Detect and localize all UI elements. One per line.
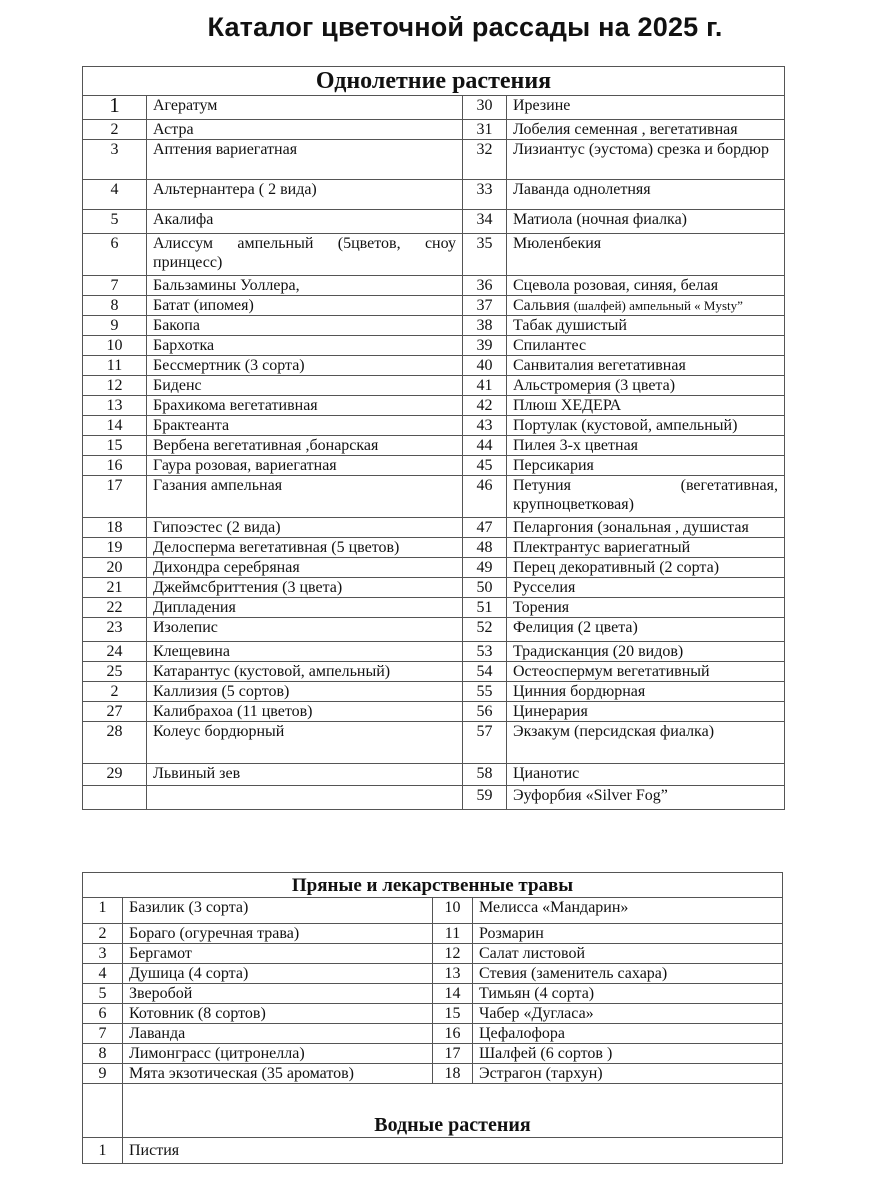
plant-name-text: Русселия [513,579,576,596]
row-number: 8 [83,1044,123,1064]
plant-name [507,682,785,702]
row-number: 17 [83,476,147,518]
row-number: 6 [83,234,147,276]
plant-name [507,764,785,786]
table-row [83,618,785,642]
plant-name [507,276,785,296]
plant-name [507,396,785,416]
table-row [83,96,785,120]
table-row [83,416,785,436]
plant-name [507,140,785,180]
plant-name: Клещевина [147,642,463,662]
plant-name-text: Остеоспермум вегетативный [513,663,710,680]
plant-name: Гаура розовая, вариегатная [147,456,463,476]
plant-name [147,786,463,810]
plant-name-text: Петуния (вегетативная, крупноцветковая) [513,477,778,513]
herb-name: Стевия (заменитель сахара) [473,964,783,984]
row-number: 45 [463,456,507,476]
plant-name-text: Портулак (кустовой, ампельный) [513,417,738,434]
plant-name-text: Цинерария [513,703,588,720]
row-number: 14 [83,416,147,436]
herb-name: Тимьян (4 сорта) [473,984,783,1004]
table-row [83,558,785,578]
plant-name-text: Ирезине [513,97,571,114]
plant-name [507,642,785,662]
plant-name: Газания ампельная [147,476,463,518]
plant-name: Аптения вариегатная [147,140,463,180]
row-number: 17 [433,1044,473,1064]
herbs-heading: Пряные и лекарственные травы [83,873,783,898]
table-row [83,538,785,558]
row-number: 57 [463,722,507,764]
table-row [83,518,785,538]
row-number: 30 [463,96,507,120]
plant-name-text: Лизиантус (эустома) срезка и бордюр [513,141,769,158]
plant-name: Алиссум ампельный (5цветов, сноу принцесс) [147,234,463,276]
row-number: 18 [433,1064,473,1084]
row-number: 48 [463,538,507,558]
table-row [83,702,785,722]
row-number: 25 [83,662,147,682]
plant-name [507,436,785,456]
plant-name-text: Экзакум (персидская фиалка) [513,723,715,740]
plant-name: Брактеанта [147,416,463,436]
plant-name: Делосперма вегетативная (5 цветов) [147,538,463,558]
row-number: 2 [83,924,123,944]
plant-name [507,316,785,336]
herb-name: Душица (4 сорта) [123,964,433,984]
table-row [83,120,785,140]
table-row [83,234,785,276]
table-row [83,662,785,682]
plant-name: Джеймсбриттения (3 цвета) [147,578,463,598]
row-number: 18 [83,518,147,538]
plant-name-text: Перец декоративный (2 сорта) [513,559,720,576]
annuals-table [82,66,785,810]
row-number: 43 [463,416,507,436]
row-number: 44 [463,436,507,456]
row-number: 20 [83,558,147,578]
row-number: 53 [463,642,507,662]
plant-name-text: Плюш ХЕДЕРА [513,397,622,414]
row-number: 39 [463,336,507,356]
row-number: 22 [83,598,147,618]
plant-name [507,558,785,578]
herb-name: Мята экзотическая (35 ароматов) [123,1064,433,1084]
table-row [83,296,785,316]
table-row [83,396,785,416]
plant-name [507,598,785,618]
plant-name-note: (шалфей) ампельный « Mysty” [573,298,743,313]
table-row [83,336,785,356]
row-number: 35 [463,234,507,276]
row-number: 46 [463,476,507,518]
plant-name: Гипоэстес (2 вида) [147,518,463,538]
plant-name-text: Цианотис [513,765,580,782]
plant-name: Батат (ипомея) [147,296,463,316]
plant-name [507,96,785,120]
row-number: 10 [433,898,473,924]
plant-name-text: Табак душистый [513,317,627,334]
plant-name: Катарантус (кустовой, ампельный) [147,662,463,682]
herb-name: Розмарин [473,924,783,944]
plant-name-text: Лаванда однолетняя [513,181,651,198]
herb-name: Бораго (огуречная трава) [123,924,433,944]
plant-name: Брахикома вегетативная [147,396,463,416]
row-number: 2 [83,682,147,702]
annuals-heading: Однолетние растения [83,67,785,96]
row-number: 33 [463,180,507,210]
row-number: 13 [433,964,473,984]
row-number: 56 [463,702,507,722]
table-row [83,984,783,1004]
herb-name: Салат листовой [473,944,783,964]
row-number: 9 [83,1064,123,1084]
plant-name: Изолепис [147,618,463,642]
herb-name: Лаванда [123,1024,433,1044]
table-row [83,180,785,210]
table-row [83,1064,783,1084]
plant-name-text: Плектрантус вариегатный [513,539,691,556]
row-number: 52 [463,618,507,642]
plant-name [507,234,785,276]
row-number: 3 [83,944,123,964]
water-heading: Водные растения [123,1084,783,1138]
herb-name: Лимонграсс (цитронелла) [123,1044,433,1064]
table-row [83,276,785,296]
plant-name [507,518,785,538]
page-title: Каталог цветочной рассады на 2025 г. [207,12,723,42]
row-number: 6 [83,1004,123,1024]
table-row [83,924,783,944]
herbs-table [82,872,783,1164]
herb-name: Зверобой [123,984,433,1004]
row-number: 24 [83,642,147,662]
table-row [83,598,785,618]
herb-name: Цефалофора [473,1024,783,1044]
row-number: 47 [463,518,507,538]
row-number [83,786,147,810]
row-number: 11 [83,356,147,376]
water-plant-name: Пистия [123,1138,783,1164]
plant-name [507,210,785,234]
table-row [83,898,783,924]
plant-name [507,702,785,722]
table-row [83,964,783,984]
herb-name: Мелисса «Мандарин» [473,898,783,924]
row-number: 37 [463,296,507,316]
row-number: 34 [463,210,507,234]
plant-name [507,296,785,316]
row-number: 54 [463,662,507,682]
table-row [83,722,785,764]
plant-name [507,618,785,642]
row-number: 2 [83,120,147,140]
plant-name: Дихондра серебряная [147,558,463,578]
row-number: 38 [463,316,507,336]
row-number: 7 [83,276,147,296]
row-number: 21 [83,578,147,598]
plant-name: Каллизия (5 сортов) [147,682,463,702]
row-number: 40 [463,356,507,376]
herb-name: Базилик (3 сорта) [123,898,433,924]
plant-name: Бархотка [147,336,463,356]
row-number: 29 [83,764,147,786]
plant-name-text: Эуфорбия «Silver Fog” [513,787,668,804]
herb-name: Чабер «Дугласа» [473,1004,783,1024]
plant-name: Колеус бордюрный [147,722,463,764]
table-row [83,436,785,456]
row-number: 51 [463,598,507,618]
row-number: 41 [463,376,507,396]
herb-name: Шалфей (6 сортов ) [473,1044,783,1064]
row-number: 15 [433,1004,473,1024]
plant-name [507,356,785,376]
row-number: 36 [463,276,507,296]
plant-name [507,578,785,598]
herb-name: Бергамот [123,944,433,964]
plant-name-text: Традисканция (20 видов) [513,643,684,660]
row-number: 10 [83,336,147,356]
plant-name [507,476,785,518]
plant-name [507,416,785,436]
row-number: 12 [433,944,473,964]
row-number: 4 [83,964,123,984]
table-row [83,476,785,518]
table-row [83,1024,783,1044]
table-row [83,764,785,786]
row-number: 16 [433,1024,473,1044]
plant-name: Бальзамины Уоллера, [147,276,463,296]
plant-name-text: Альстромерия (3 цвета) [513,377,676,394]
row-number: 23 [83,618,147,642]
table-row [83,356,785,376]
plant-name-text: Сцевола розовая, синяя, белая [513,277,719,294]
plant-name-text: Мюленбекия [513,235,602,252]
table-row [83,1138,783,1164]
plant-name-text: Пилея 3-х цветная [513,437,639,454]
table-row [83,682,785,702]
row-number: 11 [433,924,473,944]
table-row [83,578,785,598]
row-number: 58 [463,764,507,786]
herb-name: Котовник (8 сортов) [123,1004,433,1024]
plant-name-text: Спилантес [513,337,587,354]
row-number: 1 [83,1138,123,1164]
plant-name-text: Сальвия [513,297,570,314]
plant-name [507,538,785,558]
plant-name-text: Матиола (ночная фиалка) [513,211,688,228]
herb-name: Эстрагон (тархун) [473,1064,783,1084]
row-number: 16 [83,456,147,476]
plant-name: Вербена вегетативная ,бонарская [147,436,463,456]
plant-name-text: Цинния бордюрная [513,683,646,700]
row-number: 1 [83,96,147,120]
row-number: 5 [83,984,123,1004]
row-number: 28 [83,722,147,764]
table-row [83,944,783,964]
row-number: 13 [83,396,147,416]
plant-name [507,120,785,140]
plant-name: Бессмертник (3 сорта) [147,356,463,376]
row-number: 27 [83,702,147,722]
row-number: 1 [83,898,123,924]
row-number: 7 [83,1024,123,1044]
row-number: 9 [83,316,147,336]
plant-name-text: Персикария [513,457,594,474]
plant-name: Калибрахоа (11 цветов) [147,702,463,722]
plant-name [507,722,785,764]
plant-name [507,376,785,396]
table-row [83,140,785,180]
row-number: 42 [463,396,507,416]
plant-name-text: Фелиция (2 цвета) [513,619,638,636]
plant-name-text: Санвиталия вегетативная [513,357,686,374]
row-number: 32 [463,140,507,180]
row-number: 14 [433,984,473,1004]
row-number: 3 [83,140,147,180]
spacer-cell [83,1084,123,1138]
table-row [83,642,785,662]
plant-name [507,180,785,210]
row-number: 12 [83,376,147,396]
plant-name-text: Торения [513,599,570,616]
plant-name [507,336,785,356]
table-row [83,376,785,396]
table-row [83,1004,783,1024]
plant-name: Бакопа [147,316,463,336]
water-heading-row [83,1084,783,1138]
plant-name [507,456,785,476]
plant-name: Биденс [147,376,463,396]
row-number: 31 [463,120,507,140]
row-number: 49 [463,558,507,578]
table-row [83,1044,783,1064]
row-number: 5 [83,210,147,234]
plant-name [507,786,785,810]
table-row [83,786,785,810]
row-number: 8 [83,296,147,316]
plant-name-text: Лобелия семенная , вегетативная [513,121,738,138]
plant-name: Альтернантера ( 2 вида) [147,180,463,210]
plant-name: Акалифа [147,210,463,234]
row-number: 59 [463,786,507,810]
plant-name: Львиный зев [147,764,463,786]
plant-name [507,662,785,682]
row-number: 55 [463,682,507,702]
row-number: 15 [83,436,147,456]
table-row [83,456,785,476]
plant-name: Астра [147,120,463,140]
row-number: 19 [83,538,147,558]
plant-name-text: Пеларгония (зональная , душистая [513,519,749,536]
table-row [83,210,785,234]
row-number: 4 [83,180,147,210]
plant-name: Агератум [147,96,463,120]
plant-name: Дипладения [147,598,463,618]
row-number: 50 [463,578,507,598]
table-row [83,316,785,336]
